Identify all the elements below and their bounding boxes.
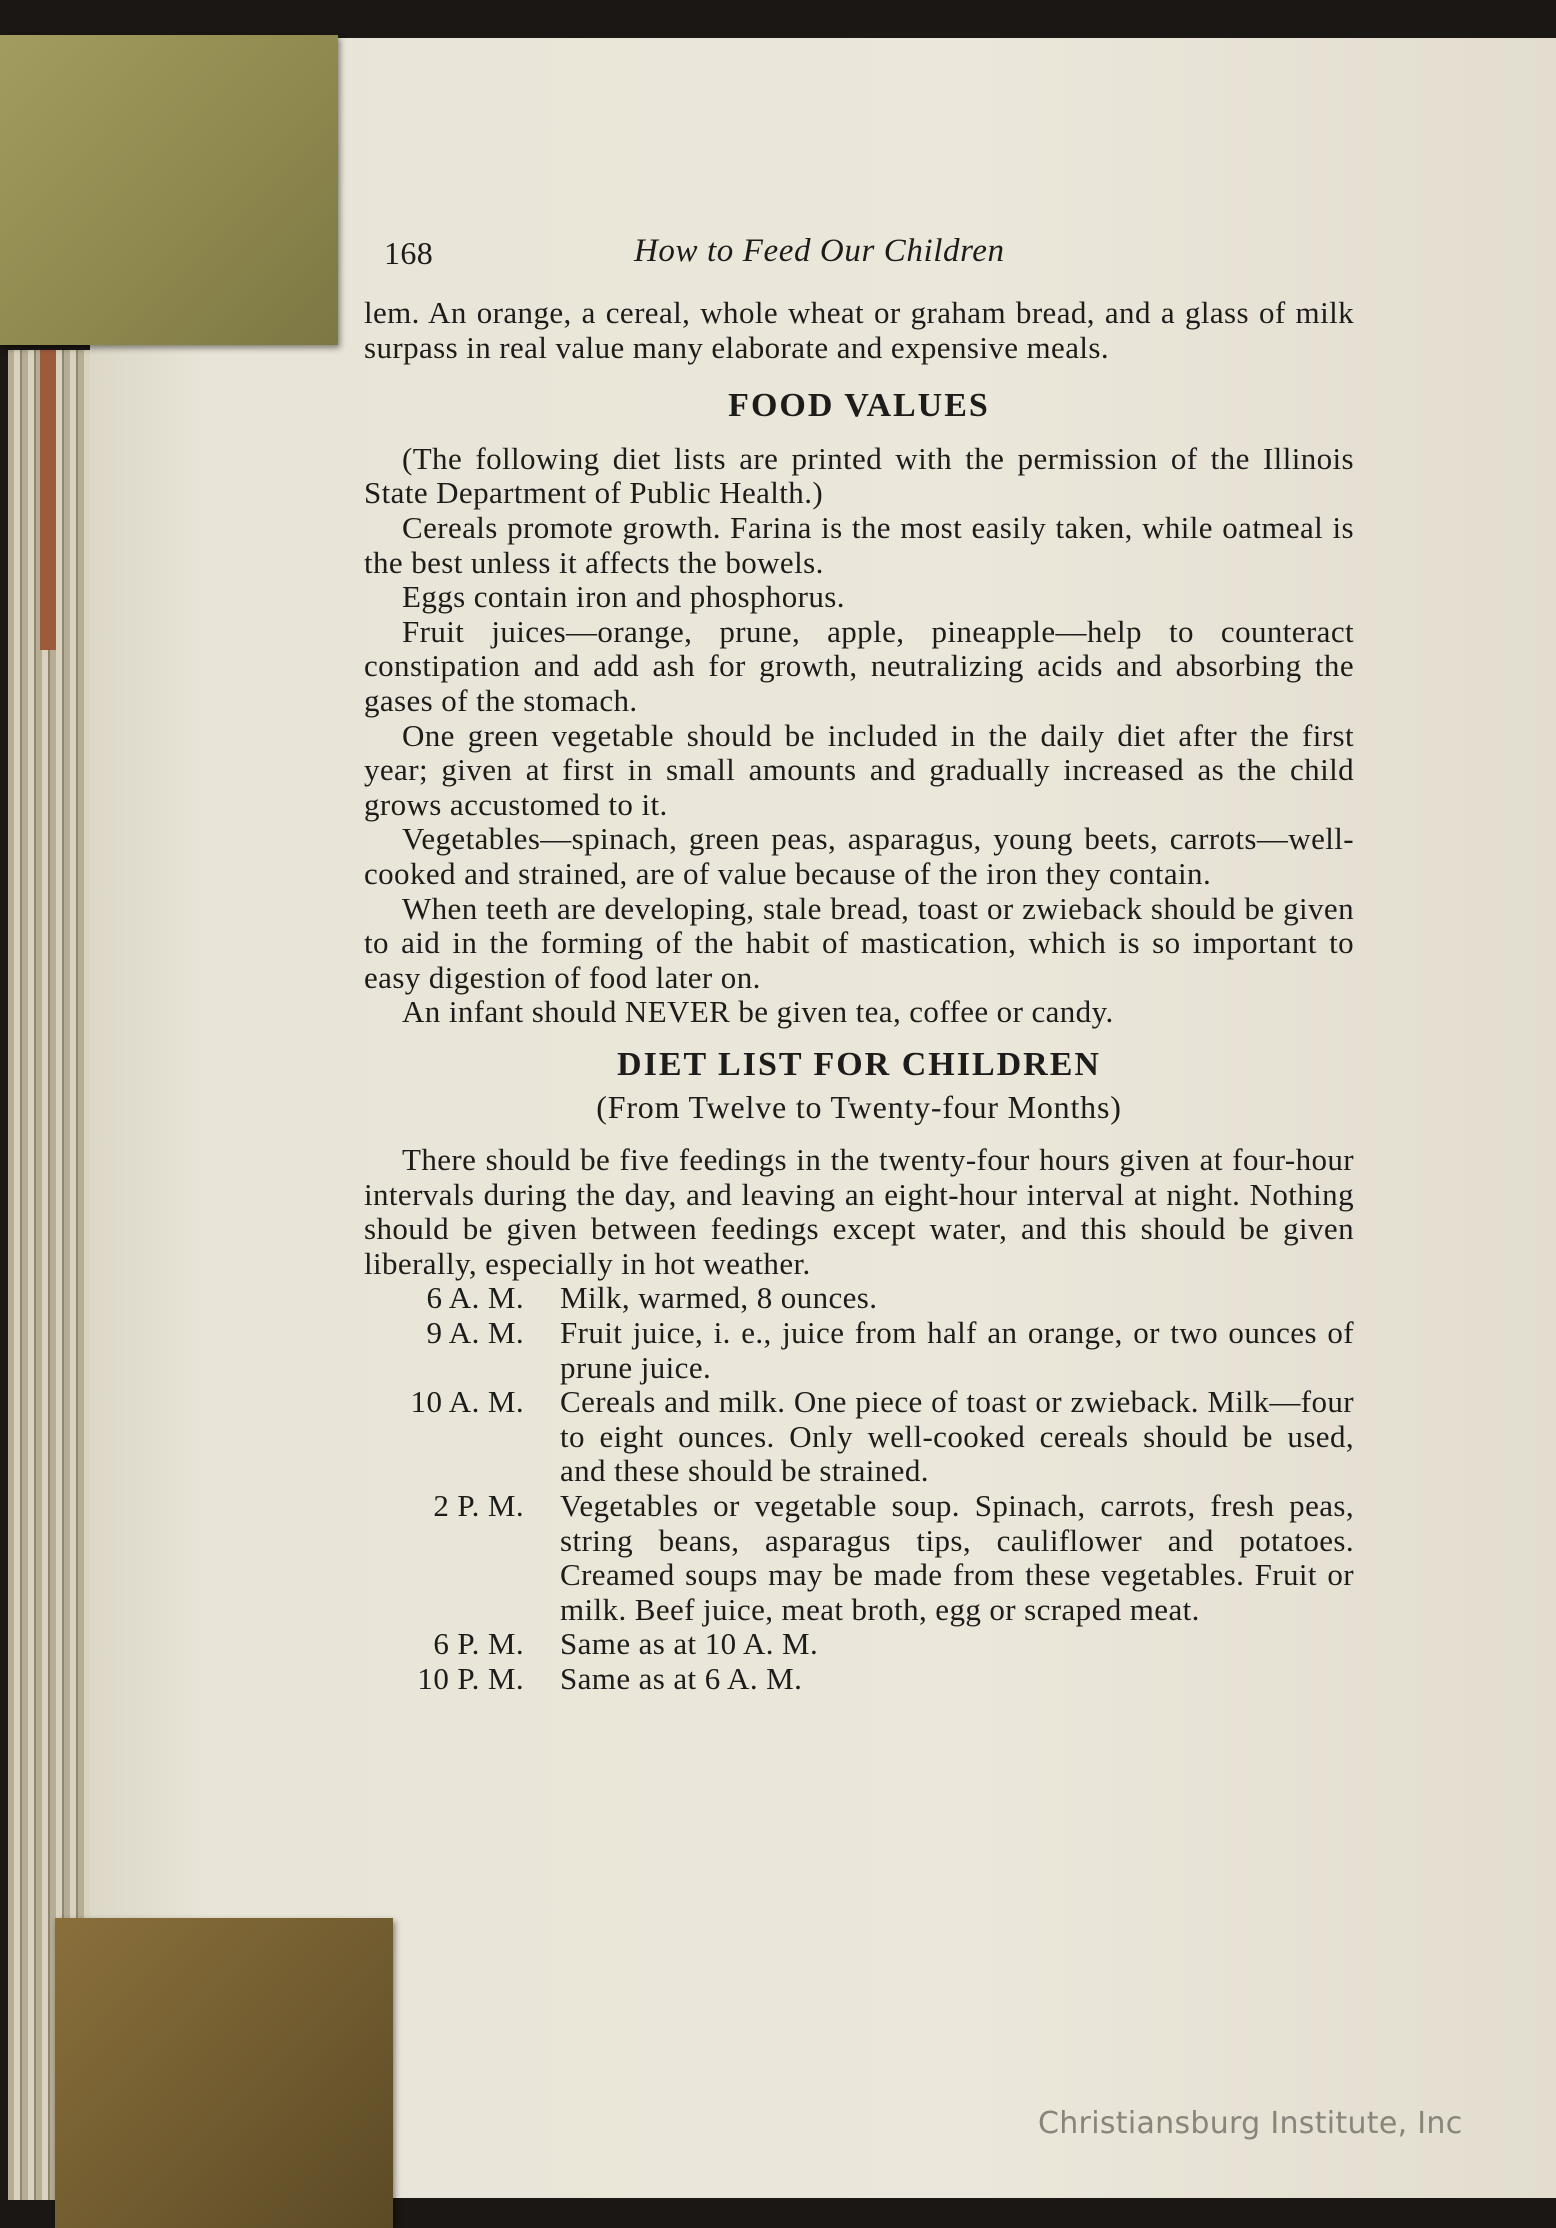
diet-list-intro: There should be five feedings in the twenty-four hours given at four-hour intervals during the day, and leaving an eight-hour interval at night. Nothing should be given between feedings except water, and this should be given liberally, especially in hot weather. — [364, 1142, 1354, 1281]
schedule-time: 9 A. M. — [426, 1315, 524, 1351]
schedule-row — [364, 1281, 1354, 1316]
schedule-text: Cereals and milk. One piece of toast or zwieback. Milk—four to eight ounces. Only well-cooked cereals should be used, and these should be strained. — [560, 1384, 1354, 1489]
food-values-paragraph: When teeth are developing, stale bread, toast or zwieback should be given to aid in the forming of the habit of mastication, which is so important to easy digestion of food later on. — [364, 890, 1354, 995]
schedule-time: 10 A. M. — [410, 1384, 524, 1420]
schedule-time: 10 P. M. — [417, 1660, 524, 1696]
food-values-paragraph: An infant should NEVER be given tea, coffee or candy. — [402, 994, 1114, 1030]
diet-list-subheading: (From Twelve to Twenty-four Months) — [596, 1089, 1122, 1126]
running-head — [364, 226, 1354, 276]
schedule-time: 6 P. M. — [433, 1626, 524, 1662]
watermark: Christiansburg Institute, Inc — [1038, 2106, 1463, 2141]
schedule-row — [364, 1627, 1354, 1662]
schedule-time: 2 P. M. — [433, 1488, 524, 1523]
page-number: 168 — [384, 235, 434, 271]
schedule-row — [364, 1316, 1354, 1385]
food-values-heading: FOOD VALUES — [728, 387, 990, 425]
page-text-column — [364, 226, 1354, 1697]
schedule-row — [364, 1489, 1354, 1627]
book-title: How to Feed Our Children — [634, 233, 1005, 269]
index-tab-bottom — [55, 1918, 393, 2228]
feeding-schedule — [364, 1281, 1354, 1696]
schedule-text: Fruit juice, i. e., juice from half an orange, or two ounces of prune juice. — [560, 1315, 1354, 1385]
schedule-text: Same as at 10 A. M. — [560, 1626, 819, 1662]
book-page-edges-red — [40, 350, 56, 650]
food-values-paragraph: One green vegetable should be included in the daily diet after the first year; given at first in small amounts and gradually increased as the child grows accustomed to it. — [364, 717, 1354, 822]
diet-list-heading: DIET LIST FOR CHILDREN — [617, 1045, 1101, 1083]
intro-paragraph: lem. An orange, a cereal, whole wheat or graham bread, and a glass of milk surpass in real value many elaborate and expensive meals. — [364, 295, 1354, 365]
schedule-text: Milk, warmed, 8 ounces. — [560, 1280, 878, 1316]
food-values-paragraph: (The following diet lists are printed with the permission of the Illinois State Department of Public Health.) — [364, 440, 1354, 511]
index-tab-top — [0, 35, 338, 345]
food-values-paragraph: Cereals promote growth. Farina is the most easily taken, while oatmeal is the best unless it affects the bowels. — [364, 509, 1354, 580]
food-values-paragraph: Fruit juices—orange, prune, apple, pineapple—help to counteract constipation and add ash for growth, neutralizing acids and absorbing the gases of the stomach. — [364, 613, 1354, 718]
food-values-paragraph: Vegetables—spinach, green peas, asparagus, young beets, carrots—well-cooked and strained, are of value because of the iron they contain. — [364, 821, 1354, 891]
food-values-paragraph: Eggs contain iron and phosphorus. — [402, 579, 845, 615]
schedule-row — [364, 1385, 1354, 1489]
schedule-row — [364, 1662, 1354, 1697]
schedule-text: Vegetables or vegetable soup. Spinach, carrots, fresh peas, string beans, asparagus tips, cauliflower and potatoes. Creamed soups may be made from these vegetables. Fruit or milk. Beef juice, meat broth, egg or scraped meat. — [560, 1488, 1354, 1627]
schedule-text: Same as at 6 A. M. — [560, 1660, 803, 1696]
schedule-time: 6 A. M. — [426, 1280, 524, 1316]
